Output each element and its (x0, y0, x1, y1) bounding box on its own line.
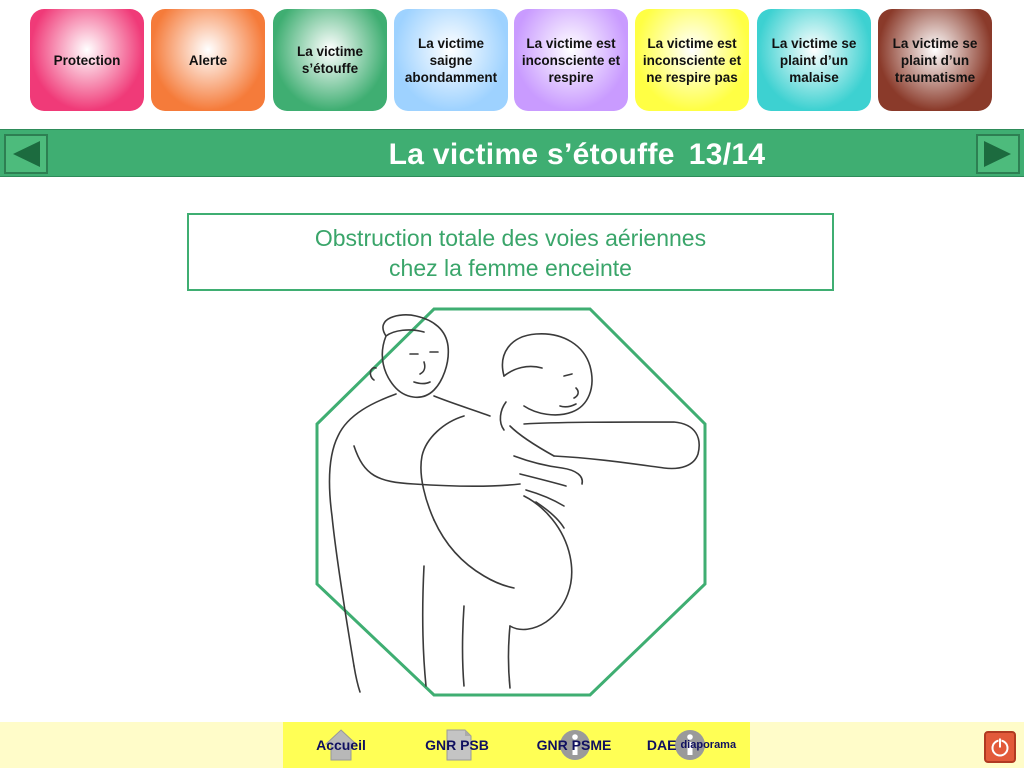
accueil-button[interactable] (283, 722, 399, 768)
gnr-psme-button[interactable] (515, 722, 633, 768)
tab-label: La victime se plaint d’un traumatisme (892, 35, 978, 85)
page-title (0, 130, 1024, 178)
subtitle-line-2: chez la femme enceinte (389, 255, 632, 281)
gnr-psb-label: GNR PSB (425, 737, 489, 753)
tab-malaise[interactable] (757, 9, 871, 111)
dae-label: DAE (646, 737, 677, 753)
tab-label: La victime saigne abondamment (404, 35, 498, 85)
right-triangle-icon (982, 139, 1014, 169)
tab-traumatisme[interactable] (878, 9, 992, 111)
tab-etouffe[interactable] (273, 9, 387, 111)
title-bar (0, 129, 1024, 177)
subtitle-line-1: Obstruction totale des voies aériennes (314, 225, 707, 251)
tab-label: La victime est inconsciente et ne respire pas (642, 35, 742, 85)
tab-label: La victime se plaint d’un malaise (771, 35, 857, 85)
dae-diaporama-button[interactable] (633, 722, 750, 768)
tab-inconsciente-ne-respire-pas[interactable] (635, 9, 749, 111)
accueil-label: Accueil (316, 737, 366, 753)
tab-inconsciente-respire[interactable] (514, 9, 628, 111)
power-icon (989, 736, 1011, 758)
tab-alerte[interactable] (151, 9, 265, 111)
bottom-nav (283, 722, 750, 768)
tab-protection[interactable] (30, 9, 144, 111)
tab-label: La victime s’étouffe (296, 44, 364, 76)
tab-label: La victime est inconsciente et respire (521, 35, 621, 85)
gnr-psme-label: GNR PSME (536, 737, 612, 753)
tab-label: Protection (53, 52, 121, 68)
next-button[interactable] (976, 134, 1020, 174)
title-label: La victime s’étouffe (388, 138, 675, 171)
diaporama-label: diaporama (680, 739, 737, 751)
tab-label: Alerte (188, 52, 228, 68)
power-button[interactable] (984, 731, 1016, 763)
page-counter: 13/14 (688, 138, 766, 171)
subtitle-box (187, 213, 834, 291)
pregnant-woman-heimlich-illustration (314, 306, 708, 698)
gnr-psb-button[interactable] (399, 722, 515, 768)
tab-saigne[interactable] (394, 9, 508, 111)
octagon-frame (317, 309, 705, 695)
